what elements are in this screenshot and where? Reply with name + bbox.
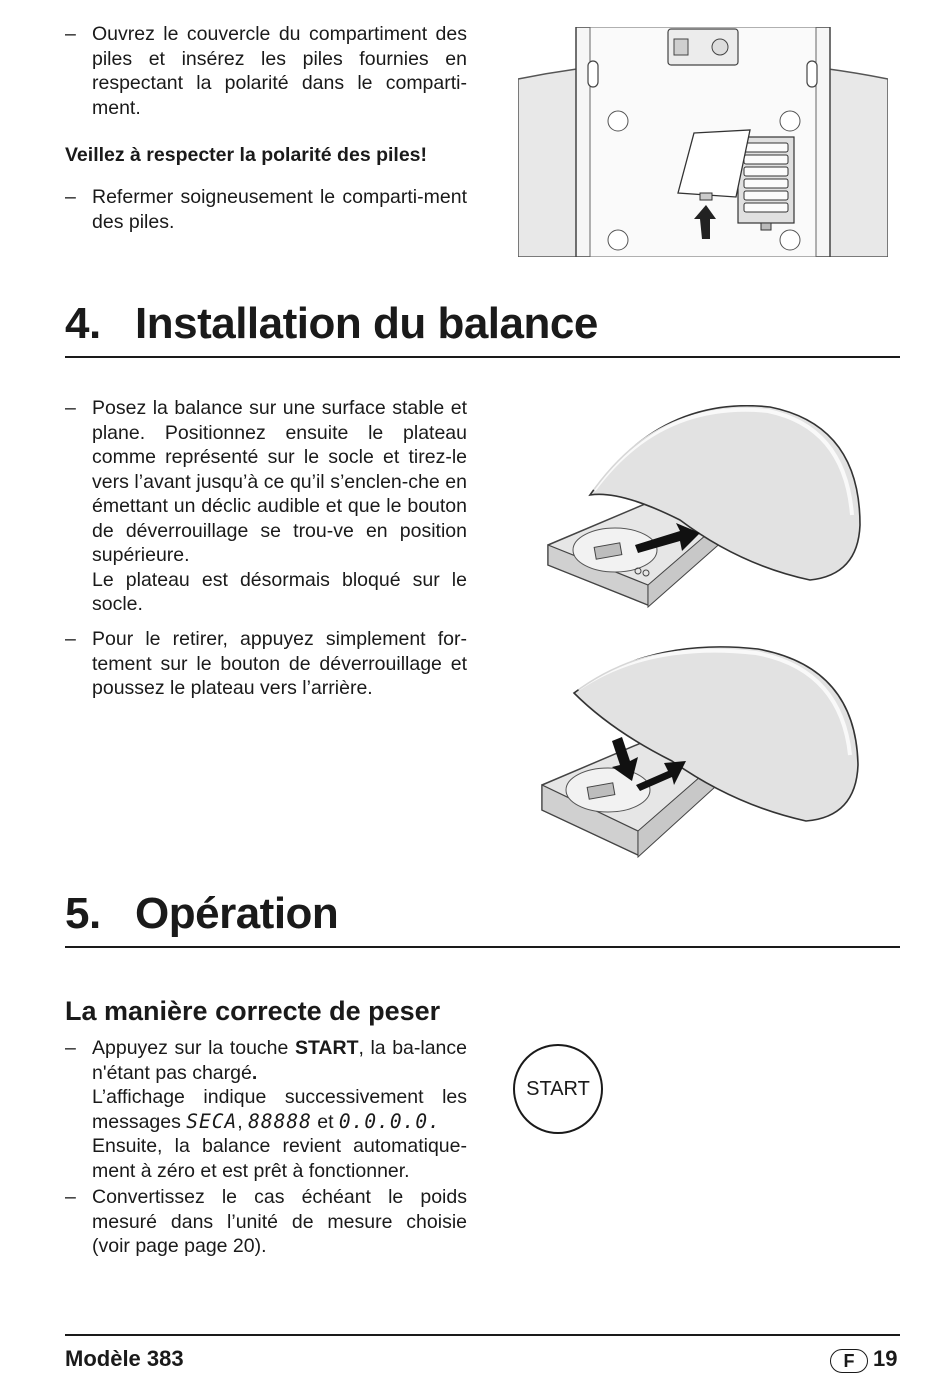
section-title: Installation du balance xyxy=(135,299,598,348)
bullet-dash: – xyxy=(65,1037,76,1059)
scale-release-illustration xyxy=(538,645,868,865)
bullet-text: Refermer soigneusement le comparti-ment des piles. xyxy=(92,186,467,233)
page-number: 19 xyxy=(873,1346,898,1371)
section-4-rule xyxy=(65,356,900,358)
bullet-dash: – xyxy=(65,23,76,45)
install-instruction-2 xyxy=(65,627,467,701)
battery-compartment-illustration xyxy=(518,27,888,257)
section-4-heading xyxy=(65,299,598,349)
bullet-text: Posez la balance sur une surface stable et plane. Positionnez ensuite le plateau comme représenté sur le socle et tirez-le vers l’avant jusqu’à ce qu’il s’enclen-che en émettant un déclic audible et que le bouton de déverrouillage se trou-ve en position supérieure. xyxy=(92,397,467,566)
scale-lock-illustration xyxy=(540,405,870,630)
install-instruction-1 xyxy=(65,396,467,617)
section-5-rule xyxy=(65,946,900,948)
bullet-dash: – xyxy=(65,628,76,650)
bullet-text: Ouvrez le couvercle du compartiment des piles et insérez les piles fournies en respectant la polarité dans le comparti-ment. xyxy=(92,23,467,119)
bullet-text: L’affichage indique successivement les messages xyxy=(92,1086,467,1133)
display-message-test: 88888 xyxy=(248,1109,312,1133)
display-message-seca: SECA xyxy=(186,1109,238,1133)
bullet-text: , la ba-lance n'étant pas chargé xyxy=(92,1037,467,1084)
start-button-label: START xyxy=(526,1077,590,1100)
model-label: Modèle 383 xyxy=(65,1346,184,1371)
section-number: 4. xyxy=(65,299,101,348)
start-button-icon xyxy=(513,1044,603,1134)
footer-rule xyxy=(65,1334,900,1336)
operation-instruction-1 xyxy=(65,1036,467,1183)
section-5-heading xyxy=(65,889,338,939)
bullet-dash: – xyxy=(65,397,76,419)
battery-instruction-1 xyxy=(65,22,467,120)
display-message-zero: 0.0.0.0. xyxy=(338,1109,441,1133)
bullet-dash: – xyxy=(65,186,76,208)
bullet-text-continued: Le plateau est désormais bloqué sur le socle. xyxy=(92,568,467,615)
battery-instruction-2 xyxy=(65,185,467,234)
bullet-text: Pour le retirer, appuyez simplement for-tement sur le bouton de déverrouillage et poussez le plateau vers l’arrière. xyxy=(92,628,467,699)
bullet-text: . xyxy=(251,1061,258,1084)
start-key-label: START xyxy=(294,1037,359,1059)
section-title: Opération xyxy=(135,889,339,938)
separator: et xyxy=(311,1110,339,1133)
bullet-text: Appuyez sur la touche xyxy=(92,1037,295,1059)
language-badge: F xyxy=(830,1349,868,1373)
polarity-warning: Veillez à respecter la polarité des piles! xyxy=(65,144,428,166)
operation-instruction-2 xyxy=(65,1185,467,1259)
bullet-dash: – xyxy=(65,1186,76,1208)
weighing-subheading: La manière correcte de peser xyxy=(65,996,441,1026)
bullet-text: Ensuite, la balance revient automatique-ment à zéro et est prêt à fonctionner. xyxy=(92,1135,467,1182)
section-number: 5. xyxy=(65,889,101,938)
bullet-text: Convertissez le cas échéant le poids mesuré dans l’unité de mesure choisie (voir page page 20). xyxy=(92,1186,467,1257)
separator: , xyxy=(237,1110,249,1133)
